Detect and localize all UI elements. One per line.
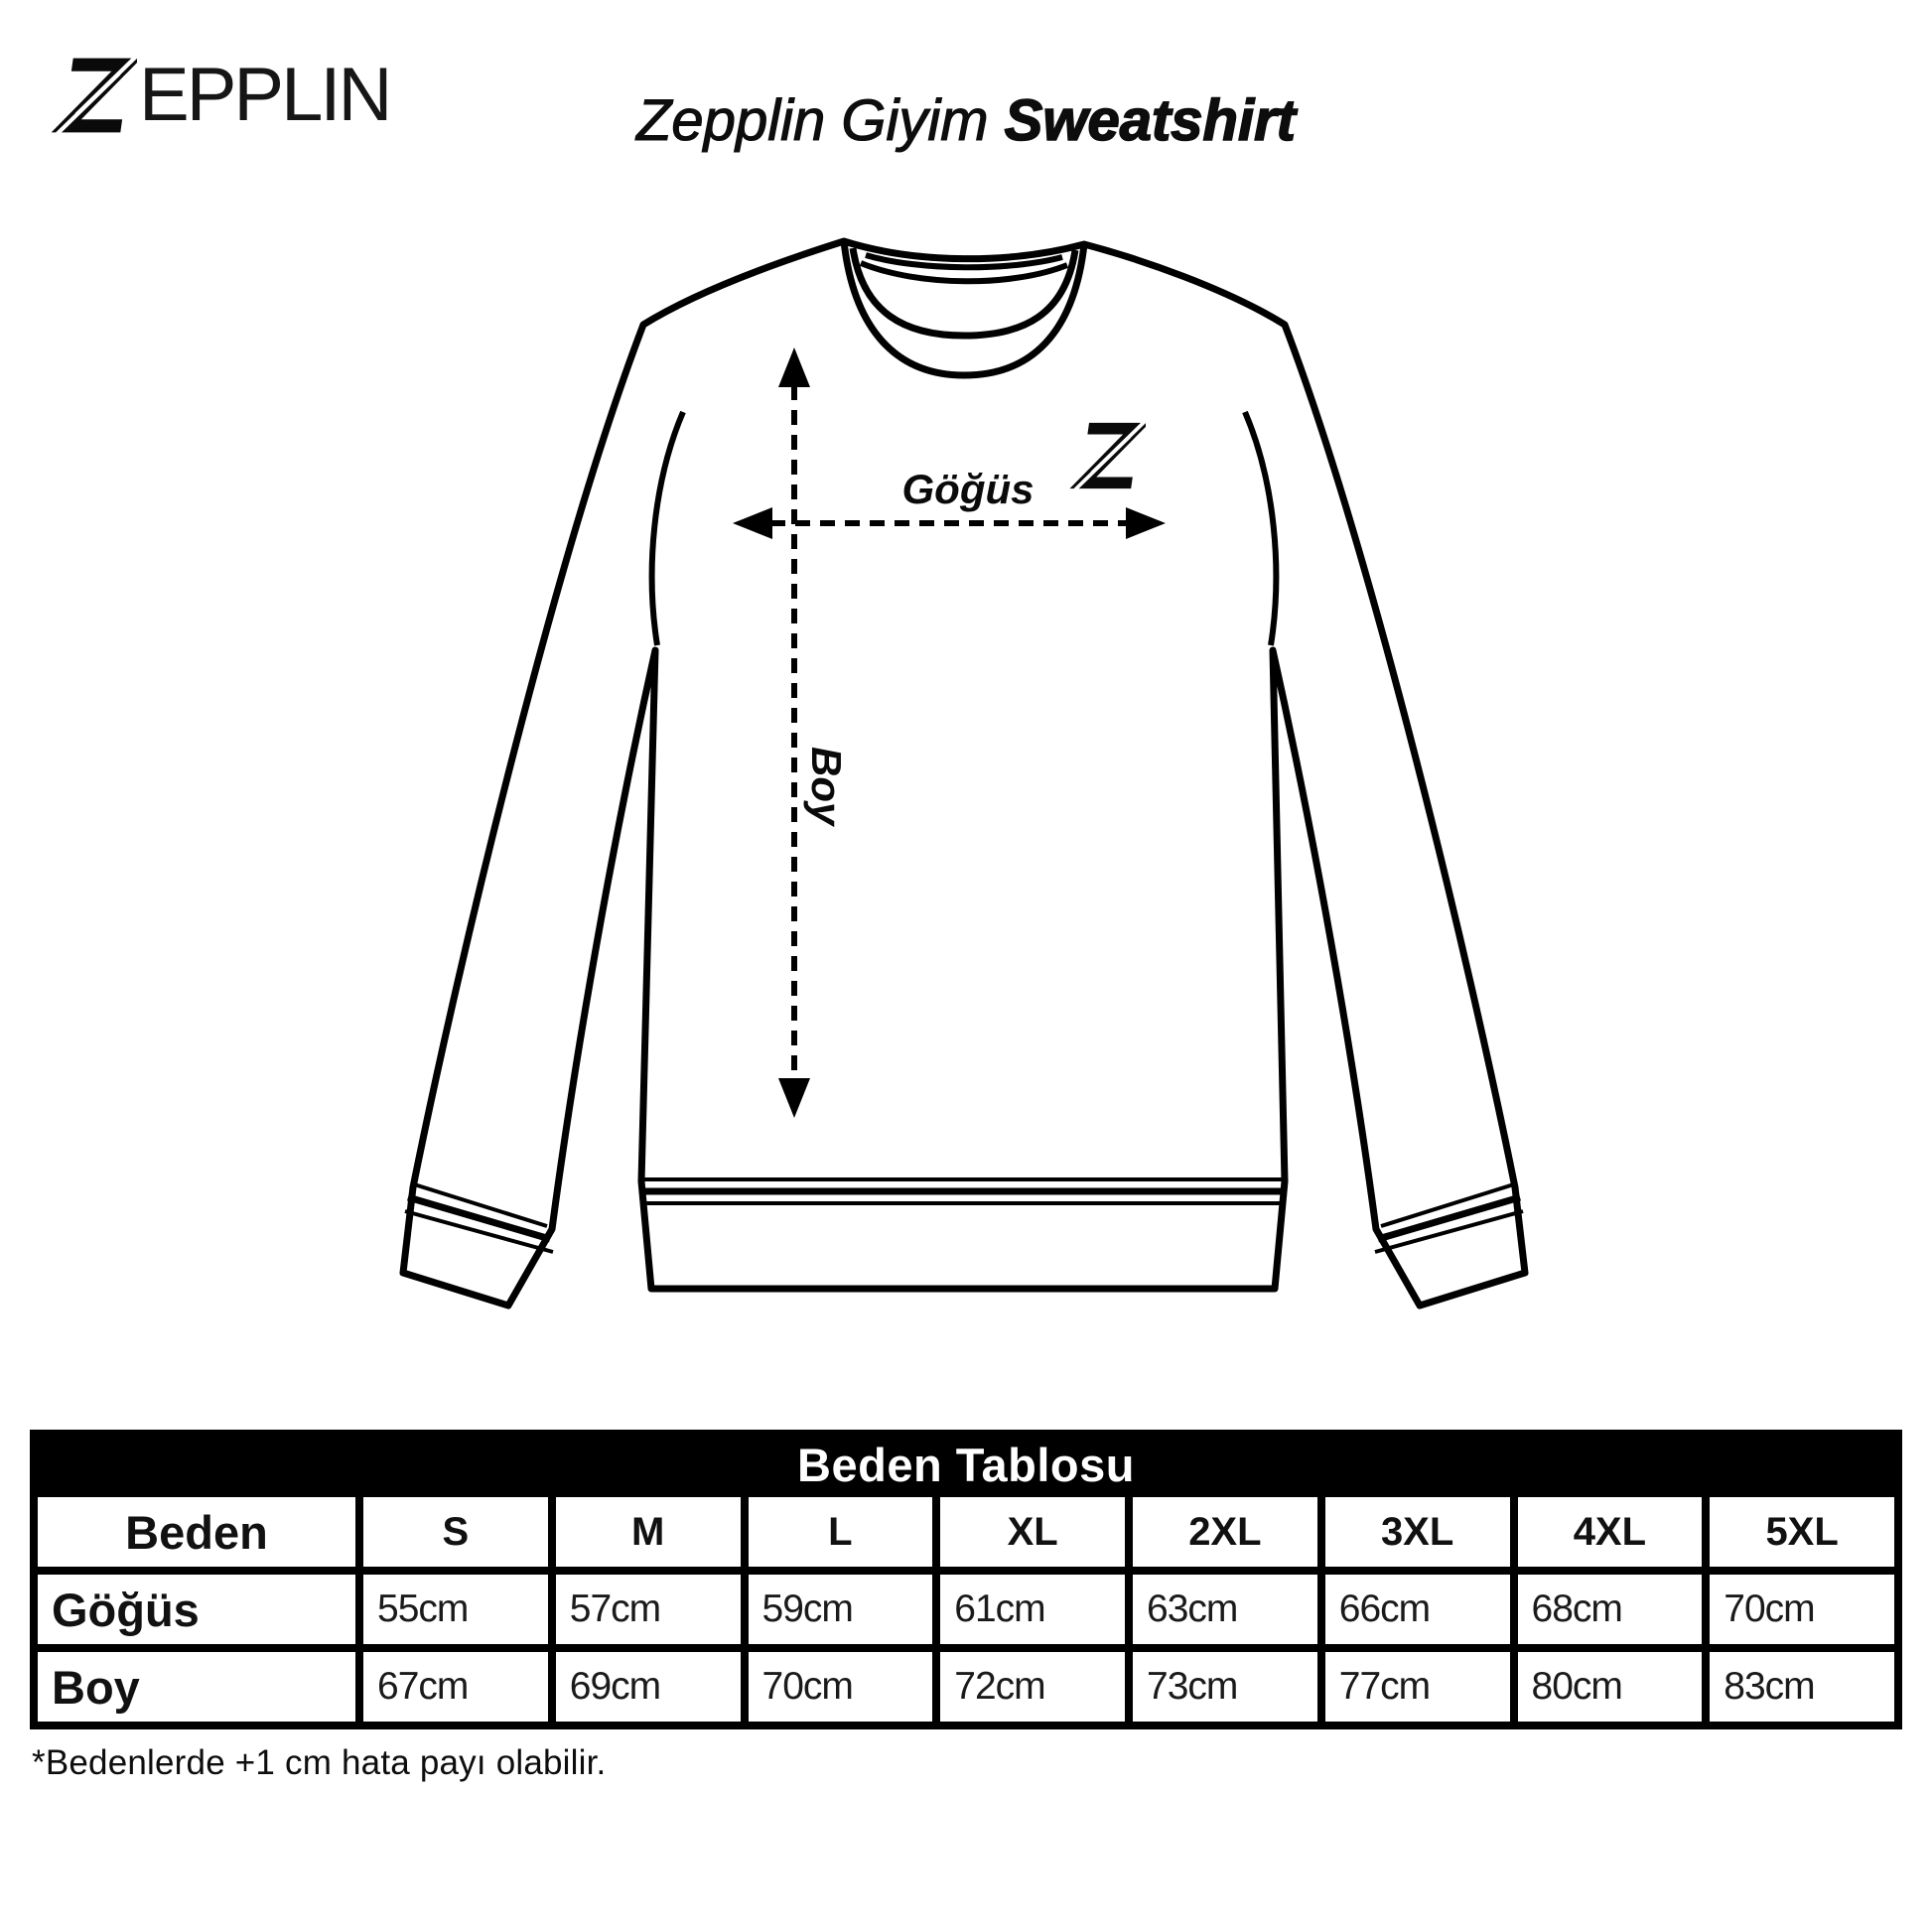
size-table-title: Beden Tablosu [797,1439,1135,1491]
size-col-header: 3XL [1325,1497,1510,1567]
size-table-corner-header: Beden [38,1497,355,1567]
length-value: 69cm [556,1652,741,1722]
size-col-header: 5XL [1710,1497,1894,1567]
length-measure-arrow [778,347,810,1118]
chest-z-logo-icon [1075,419,1147,489]
length-value: 77cm [1325,1652,1510,1722]
length-row-label: Boy [38,1652,355,1722]
length-value: 80cm [1518,1652,1703,1722]
armhole-seams [652,412,1277,645]
size-table-grid [38,1497,1894,1722]
length-value: 67cm [363,1652,548,1722]
length-value: 83cm [1710,1652,1894,1722]
size-table [30,1430,1902,1729]
size-tolerance-footnote: *Bedenlerde +1 cm hata payı olabilir. [32,1743,607,1782]
chest-value: 66cm [1325,1575,1510,1644]
chest-value: 70cm [1710,1575,1894,1644]
sweatshirt-outline [403,241,1525,1306]
brand-logo-text: EPPLIN [139,53,390,137]
page-title-regular: Zepplin Giyim [636,88,1005,153]
page-title-bold: Sweatshirt [1004,88,1296,153]
chest-value: 55cm [363,1575,548,1644]
length-value: 72cm [940,1652,1125,1722]
length-value: 70cm [749,1652,933,1722]
size-col-header: L [749,1497,933,1567]
size-col-header: 2XL [1133,1497,1317,1567]
waistband-rib-lines [641,1179,1285,1203]
chest-value: 57cm [556,1575,741,1644]
size-col-header: S [363,1497,548,1567]
chest-value: 59cm [749,1575,933,1644]
length-value: 73cm [1133,1652,1317,1722]
chest-value: 61cm [940,1575,1125,1644]
chest-measure-label: Göğüs [901,466,1035,512]
length-measure-label: Boy [803,747,850,826]
size-col-header: M [556,1497,741,1567]
chest-value: 63cm [1133,1575,1317,1644]
size-col-header: 4XL [1518,1497,1703,1567]
chest-row-label: Göğüs [38,1575,355,1644]
chest-value: 68cm [1518,1575,1703,1644]
size-col-header: XL [940,1497,1125,1567]
